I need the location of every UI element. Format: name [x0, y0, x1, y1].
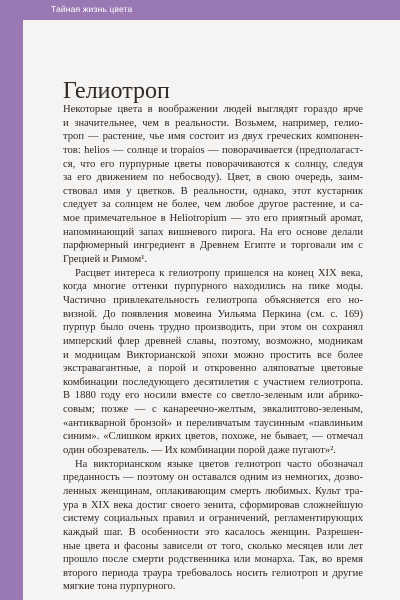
text-line: и модницам Викторианской эпохи можно простить все более	[63, 349, 363, 361]
text-line: Некоторые цвета в воображении людей выглядят гораздо ярче	[63, 104, 363, 115]
text-line: пурпур было очень трудно производить, при этом он сохранял	[63, 322, 363, 334]
text-line: каждый шаг. В особенности это касалось женщин. Разрешен-	[63, 526, 363, 538]
text-line: второго периода траура требовалось носить гелиотроп и другие	[63, 567, 363, 579]
text-line: комбинации последующего десятилетия с участием гелиотропа.	[63, 376, 363, 388]
text-line: На викторианском языке цветов гелиотроп часто обозначал	[75, 458, 363, 470]
text-line: ные цвета и фасоны зависели от того, сколько месяцев или лет	[63, 540, 363, 552]
text-line: троп — растение, чье имя состоит из двух греческих компонен-	[63, 131, 363, 143]
text-line: Грецией и Римом¹.	[63, 254, 148, 266]
text-line: напоминающий запах вишневого пирога. На его основе делали	[63, 226, 363, 238]
side-accent-bar	[0, 0, 23, 600]
page-body	[63, 0, 363, 600]
text-line: Частично привлекательность гелиотропа объясняется его но-	[63, 294, 363, 306]
text-line: В 1880 году его носили вместе со светло-зеленым или абрико-	[63, 390, 363, 402]
text-line: имперский флер древней славы, поэтому, возможно, модникам	[63, 335, 363, 347]
text-line: «антикварной бронзой» и переливчатым таусинным «павлиньим	[63, 417, 363, 429]
paragraph	[63, 458, 363, 594]
text-line: ся, что его пурпурные цветы поворачиваются к солнцу, следуя	[63, 158, 363, 170]
paragraph	[63, 267, 363, 458]
text-line: ленных женщинам, оплакивающим смерть любимых. Культ тра-	[63, 485, 363, 497]
text-line: прошло после смерти родственника или монарха. Так, во время	[63, 554, 363, 566]
text-line: следует за солнцем не более, чем любое другое растение, и са-	[63, 199, 363, 211]
text-line: совым; позже — с канареечно-желтым, эвкалиптово-зеленым,	[63, 404, 363, 416]
text-line: ура в XIX века достиг своего зенита, сформировав сложнейшую	[63, 499, 363, 511]
text-line: и значительнее, чем в реальности. Возьмем, например, гелио-	[63, 117, 363, 129]
text-line: тов: helios — солнце и tropaios — поворачивается (предполагаст-	[63, 144, 363, 156]
paragraph	[63, 103, 363, 267]
text-line: Расцвет интереса к гелиотропу пришелся на конец XIX века,	[75, 267, 363, 279]
text-line: за его движением по небосводу). Цвет, в свою очередь, заим-	[63, 172, 363, 184]
text-line: когда многие оттенки пурпурного находились на пике моды.	[63, 281, 363, 293]
text-line: синим». «Слишком ярких цветов, похоже, не бывает, — отмечал	[63, 431, 363, 443]
text-line: визной. До появления мовеина Уильяма Перкина (см. с. 169)	[63, 308, 363, 320]
running-head: Тайная жизнь цвета	[51, 4, 133, 14]
text-line: систему социальных правил и ограничений, регламентирующих	[63, 513, 363, 525]
text-line: парфюмерный ингредиент в Древнем Египте и торговали им с	[63, 240, 363, 252]
text-line: экстравагантные, а порой и откровенно аляповатые цветовые	[63, 363, 363, 375]
body-text	[63, 103, 363, 594]
text-line: один обозреватель. — Их комбинации порой даже пугают»².	[63, 445, 336, 457]
page-title: Гелиотроп	[63, 78, 170, 105]
text-line: преданность — поэтому он оставался одним из немногих, дозво-	[63, 472, 363, 484]
text-line: ствовал имя у цветков. В реальности, однако, этот кустарник	[63, 185, 363, 197]
text-line: мягкие тона пурпурного.	[63, 581, 176, 593]
text-line: мое примечательное в Heliotropium — это его приятный аромат,	[63, 213, 363, 225]
